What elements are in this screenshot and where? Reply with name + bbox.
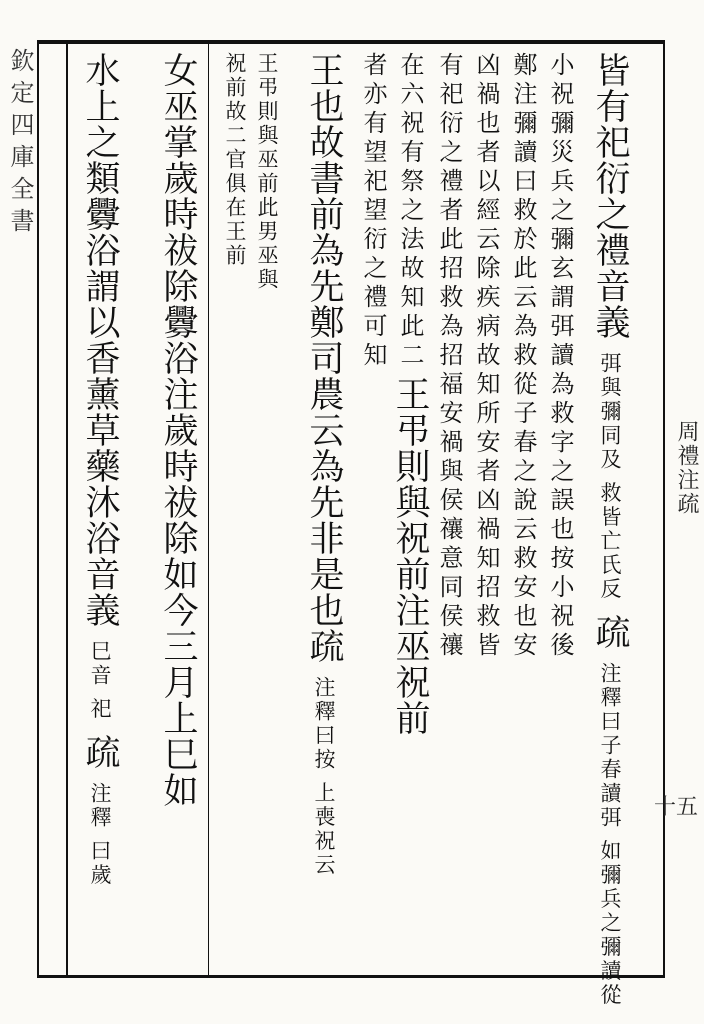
book-title-margin: 欽定四庫全書 [6, 48, 34, 240]
annotation-line: 注釋 [88, 782, 112, 831]
annotation-line: 巳音 [88, 640, 112, 689]
commentary-marker: 疏 [80, 733, 120, 770]
annotation-pair [311, 676, 336, 878]
text-column-9: 王弔則與巫前此男巫與 [255, 52, 279, 292]
text-column-1 [590, 52, 630, 1008]
annotation-line: 上喪祝云 [312, 781, 336, 878]
text-column-6 [390, 52, 430, 962]
main-text: 王弔則與祝前注巫祝前 [390, 376, 430, 737]
annotation-line: 弭與彌同及 [598, 352, 622, 473]
inner-left-border [66, 40, 68, 978]
annotation-line: 注釋曰按 [312, 676, 336, 773]
column-divider [208, 40, 209, 978]
text-column-3: 鄭注彌讀曰救於此云為救從子春之說云救安也安 [509, 52, 537, 661]
text-column-12 [80, 52, 120, 962]
text-column-2: 小祝彌災兵之彌玄謂弭讀為救字之誤也按小祝後 [546, 52, 574, 661]
main-text: 皆有祀衍之禮音義 [590, 52, 630, 340]
folio-number: 十五 [653, 795, 698, 820]
annotation-line: 如彌兵之彌讀從 [598, 839, 622, 1008]
annotation-line: 注釋曰子春讀弭 [598, 662, 622, 831]
main-text: 水上之類釁浴謂以香薰草藥沐浴音義 [80, 52, 120, 628]
annotation-pair [87, 640, 112, 722]
text-column-5: 有祀衍之禮者此招救為招福安禍與侯禳意同侯禳 [435, 52, 463, 661]
text-column-10: 祝前故二官俱在王前 [223, 52, 247, 268]
annotation-pair [597, 662, 622, 1008]
annotation-line: 祀 [88, 697, 112, 722]
annotation-line: 救皆亡氏反 [598, 481, 622, 602]
main-text: 在六祝有祭之法故知此二 [396, 52, 424, 371]
annotation-line: 曰歲 [88, 839, 112, 888]
annotation-pair [597, 352, 622, 602]
main-text: 王也故書前為先鄭司農云為先非是也疏 [304, 52, 344, 664]
section-title-margin: 周禮注疏 [674, 420, 699, 516]
text-column-11: 女巫掌歲時祓除釁浴注歲時祓除如今三月上巳如 [158, 52, 198, 808]
annotation-pair [87, 782, 112, 888]
commentary-marker: 疏 [590, 613, 630, 650]
text-column-7: 者亦有望祀望衍之禮可知 [359, 52, 387, 371]
text-column-4: 凶禍也者以經云除疾病故知所安者凶禍知招救皆 [472, 52, 500, 661]
text-column-8 [304, 52, 344, 962]
